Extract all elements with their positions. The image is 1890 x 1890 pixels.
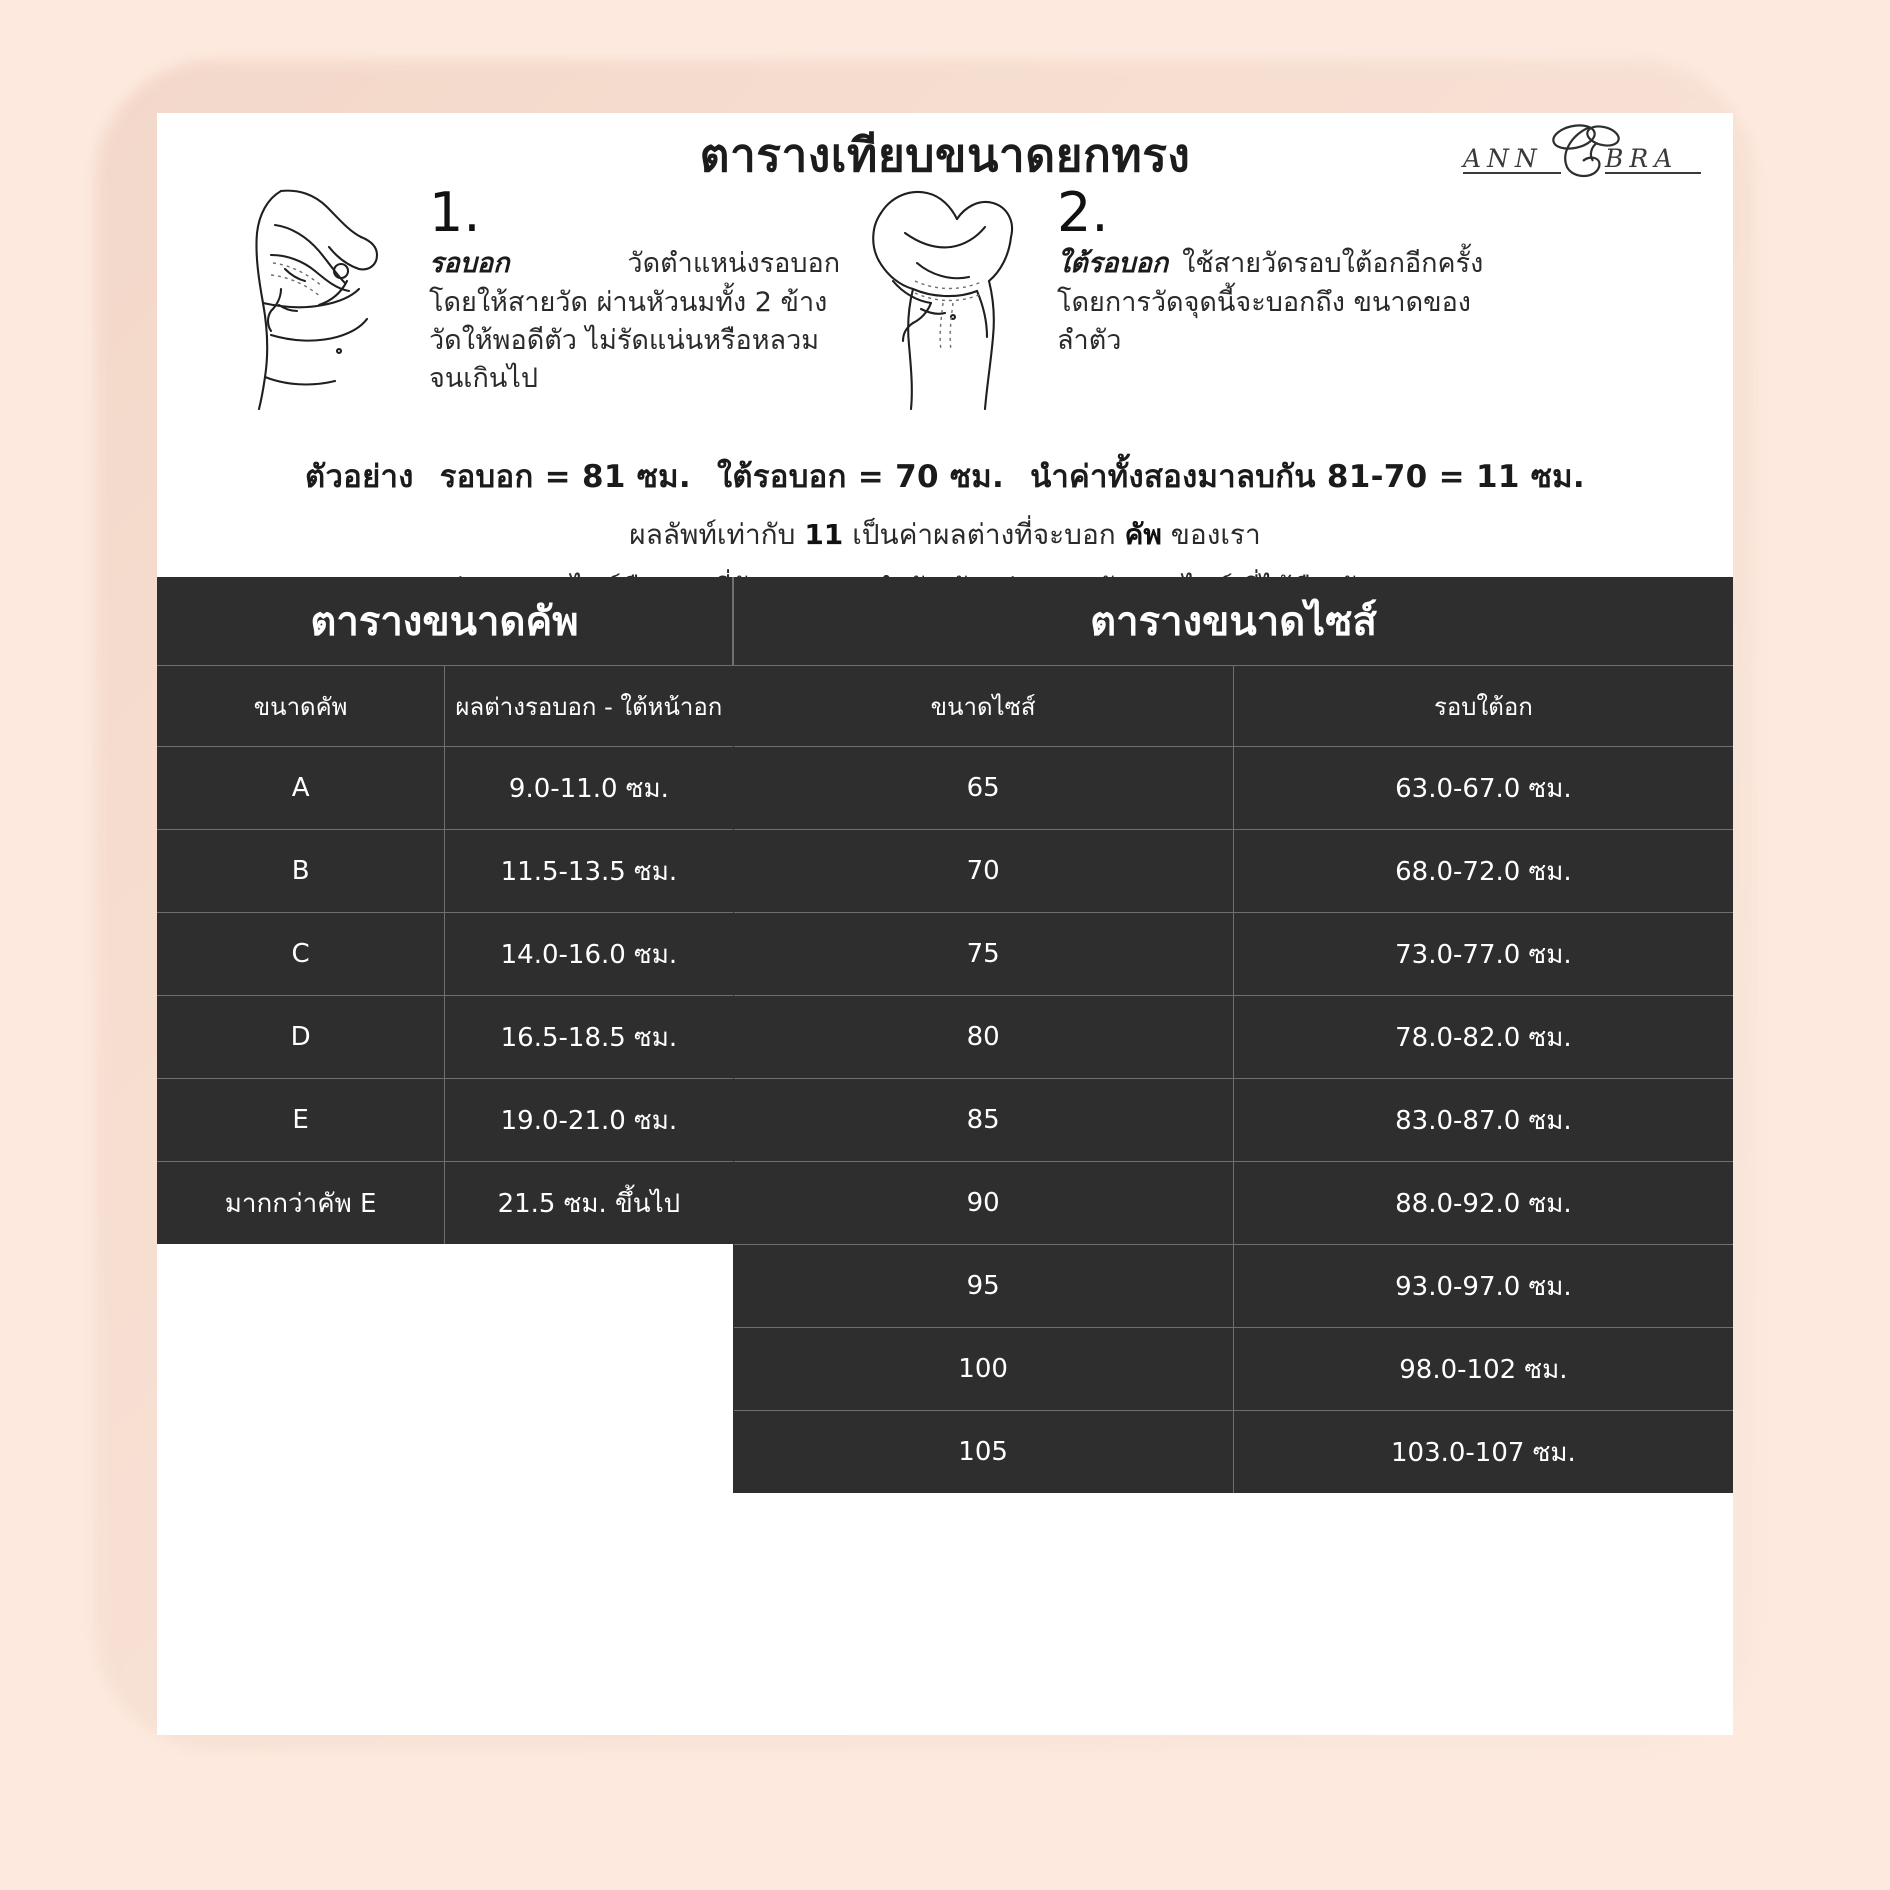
size-cell-size: 100 [734,1328,1234,1411]
table-row [734,1079,1734,1162]
cup-table-header-cup: ขนาดคัพ [157,666,445,747]
size-cell-range: 78.0-82.0 ซม. [1233,996,1733,1079]
example-result-cup-word: คัพ [1124,518,1162,551]
example-result-mid: เป็นค่าผลต่างที่จะบอก [852,518,1116,551]
size-cell-range: 83.0-87.0 ซม. [1233,1079,1733,1162]
example-label: ตัวอย่าง [305,459,414,495]
step-2 [857,181,1657,415]
table-row [734,747,1734,830]
size-cell-size: 65 [734,747,1234,830]
size-cell-range: 103.0-107 ซม. [1233,1411,1733,1494]
size-cell-range: 98.0-102 ซม. [1233,1328,1733,1411]
cup-cell-name: D [157,996,445,1079]
cup-table-header-diff: ผลต่างรอบอก - ใต้หน้าอก [445,666,733,747]
step-2-number: 2. [1057,181,1109,244]
size-cell-range: 63.0-67.0 ซม. [1233,747,1733,830]
cup-cell-range: 14.0-16.0 ซม. [445,913,733,996]
size-cell-size: 95 [734,1245,1234,1328]
size-table-header-underbust: รอบใต้อก [1233,666,1733,747]
svg-text:ANN: ANN [1463,144,1543,173]
size-table-header-row [734,666,1734,747]
step-1-line-1: โดยให้สายวัด ผ่านหัวนมทั้ง 2 ข้าง [429,287,828,318]
size-cell-size: 85 [734,1079,1234,1162]
size-cell-range: 88.0-92.0 ซม. [1233,1162,1733,1245]
size-chart-card [157,113,1733,1735]
size-table-title: ตารางขนาดไซส์ [734,577,1734,666]
table-row [157,913,733,996]
example-result-prefix: ผลลัพท์เท่ากับ [629,518,796,551]
table-row [734,1245,1734,1328]
step-1-first-line-rest: วัดตำแหน่งรอบอก [627,248,841,279]
table-row [734,1328,1734,1411]
step-2-line-1: โดยการวัดจุดนี้จะบอกถึง ขนาดของ [1057,287,1471,318]
step-1 [219,181,919,415]
size-cell-size: 105 [734,1411,1234,1494]
size-cell-size: 70 [734,830,1234,913]
table-row [734,913,1734,996]
step-1-text [415,181,841,415]
step-2-first-line-rest: ใช้สายวัดรอบใต้อกอีกครั้ง [1182,248,1484,279]
example-result-suffix: ของเรา [1170,518,1261,551]
cup-size-table-wrapper [157,577,733,1244]
example-row-2 [157,513,1733,557]
size-cell-range: 93.0-97.0 ซม. [1233,1245,1733,1328]
cup-table-header-row [157,666,733,747]
cup-cell-name: B [157,830,445,913]
step-1-lead: รอบอก [429,248,510,279]
measure-steps [157,181,1733,447]
step-1-line-3: จนเกินไป [429,363,539,394]
cup-cell-range: 21.5 ซม. ขึ้นไป [445,1162,733,1245]
table-row [734,830,1734,913]
cup-size-table [157,577,733,1244]
cup-cell-range: 19.0-21.0 ซม. [445,1079,733,1162]
size-table-title-row [734,577,1734,666]
card-header [157,113,1733,185]
band-size-table-wrapper [733,577,1733,1493]
size-tables [157,577,1733,1493]
table-row [734,1162,1734,1245]
table-row [157,1079,733,1162]
underbust-measure-illustration [857,185,1043,415]
step-2-lead: ใต้รอบอก [1057,248,1169,279]
step-2-first-line [1057,241,1483,284]
band-size-table [733,577,1733,1493]
ann-e-bra-logo-icon [1457,119,1709,181]
step-1-number: 1. [429,181,481,244]
step-2-line-2: ลำตัว [1057,325,1122,356]
cup-cell-range: 9.0-11.0 ซม. [445,747,733,830]
example-row-1 [157,451,1733,501]
cup-cell-name: E [157,1079,445,1162]
brand-logo [1457,119,1709,181]
example-calc: นำค่าทั้งสองมาลบกัน 81-70 = 11 ซม. [1030,459,1585,495]
example-bust: รอบอก = 81 ซม. [439,459,691,495]
cup-cell-range: 11.5-13.5 ซม. [445,830,733,913]
table-row [157,1162,733,1245]
table-row [157,747,733,830]
size-cell-size: 90 [734,1162,1234,1245]
cup-cell-range: 16.5-18.5 ซม. [445,996,733,1079]
size-table-header-size: ขนาดไซส์ [734,666,1234,747]
table-row [157,996,733,1079]
size-cell-range: 68.0-72.0 ซม. [1233,830,1733,913]
table-row [734,996,1734,1079]
size-cell-range: 73.0-77.0 ซม. [1233,913,1733,996]
table-row [734,1411,1734,1494]
cup-cell-name: มากกว่าคัพ E [157,1162,445,1245]
table-row [157,830,733,913]
cup-table-title: ตารางขนาดคัพ [157,577,733,666]
page-title: ตารางเทียบขนาดยกทรง [699,128,1191,182]
cup-cell-name: A [157,747,445,830]
bust-measure-illustration [219,185,415,415]
svg-text:BRA: BRA [1605,144,1679,173]
cup-table-title-row [157,577,733,666]
step-1-line-2: วัดให้พอดีตัว ไม่รัดแน่นหรือหลวม [429,325,820,356]
example-underbust: ใต้รอบอก = 70 ซม. [716,459,1005,495]
step-2-text [1043,181,1484,415]
size-cell-size: 80 [734,996,1234,1079]
cup-cell-name: C [157,913,445,996]
example-result-value: 11 [804,518,844,551]
size-cell-size: 75 [734,913,1234,996]
step-1-first-line [429,241,840,284]
